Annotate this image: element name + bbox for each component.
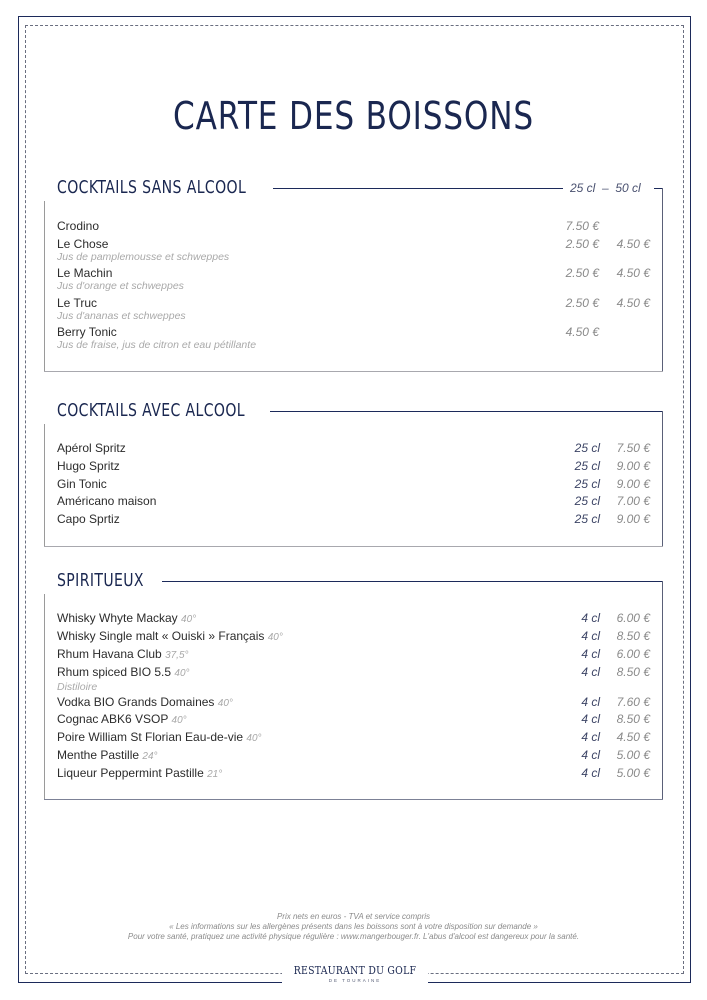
section-bottom-border bbox=[44, 546, 663, 547]
section-top-line bbox=[273, 188, 563, 189]
price-25cl: 4.50 € bbox=[565, 325, 599, 339]
item-name: Whisky Single malt « Ouiski » Français bbox=[57, 629, 265, 643]
item-degree: 40° bbox=[174, 668, 190, 679]
item-name: Poire William St Florian Eau-de-vie bbox=[57, 730, 244, 744]
item-degree: 40° bbox=[217, 698, 233, 709]
item-degree: 40° bbox=[246, 733, 262, 744]
item-volume: 25 cl bbox=[574, 512, 600, 526]
menu-item bbox=[57, 494, 653, 508]
item-price: 5.00 € bbox=[616, 748, 650, 762]
item-name: Berry Tonic bbox=[57, 325, 117, 339]
item-name: Le Truc bbox=[57, 296, 98, 310]
section-left-border bbox=[44, 201, 45, 372]
item-price: 6.00 € bbox=[616, 647, 650, 661]
item-degree: 40° bbox=[181, 614, 197, 625]
item-description: Distiloire bbox=[57, 681, 98, 693]
price-50cl: 4.50 € bbox=[616, 266, 650, 280]
section-right-border bbox=[662, 581, 663, 800]
item-volume: 4 cl bbox=[581, 611, 600, 625]
item-price: 8.50 € bbox=[616, 665, 650, 679]
item-volume: 25 cl bbox=[574, 459, 600, 473]
section-right-border bbox=[662, 188, 663, 372]
item-degree: 40° bbox=[267, 632, 283, 643]
item-name: Capo Sprtiz bbox=[57, 512, 120, 526]
menu-item bbox=[57, 629, 653, 645]
menu-item bbox=[57, 695, 653, 711]
item-name: Gin Tonic bbox=[57, 477, 107, 491]
price-25cl: 2.50 € bbox=[565, 266, 599, 280]
menu-item bbox=[57, 730, 653, 746]
price-25cl: 2.50 € bbox=[565, 237, 599, 251]
section-heading: COCKTAILS AVEC ALCOOL bbox=[57, 400, 246, 421]
menu-item bbox=[57, 611, 653, 627]
item-volume: 25 cl bbox=[574, 477, 600, 491]
item-price: 9.00 € bbox=[616, 477, 650, 491]
price-50cl: 4.50 € bbox=[616, 237, 650, 251]
item-volume: 25 cl bbox=[574, 441, 600, 455]
item-volume: 4 cl bbox=[581, 665, 600, 679]
size-column-header: 25 cl – 50 cl bbox=[570, 181, 641, 195]
menu-item bbox=[57, 266, 653, 292]
item-volume: 4 cl bbox=[581, 730, 600, 744]
item-price: 6.00 € bbox=[616, 611, 650, 625]
section-right-border bbox=[662, 411, 663, 547]
item-price: 9.00 € bbox=[616, 459, 650, 473]
item-price: 4.50 € bbox=[616, 730, 650, 744]
section-left-border bbox=[44, 424, 45, 547]
section-top-line bbox=[270, 411, 663, 412]
item-volume: 4 cl bbox=[581, 712, 600, 726]
menu-item bbox=[57, 512, 653, 526]
menu-item bbox=[57, 766, 653, 782]
menu-item bbox=[57, 296, 653, 322]
section-heading: SPIRITUEUX bbox=[57, 570, 144, 591]
item-name: Le Machin bbox=[57, 266, 113, 280]
item-degree: 40° bbox=[171, 715, 187, 726]
menu-item bbox=[57, 665, 653, 693]
menu-item bbox=[57, 325, 653, 351]
item-volume: 4 cl bbox=[581, 766, 600, 780]
section-bottom-border bbox=[44, 799, 663, 800]
item-price: 8.50 € bbox=[616, 629, 650, 643]
section-bottom-border bbox=[44, 371, 663, 372]
restaurant-logo: RESTAURANT DU GOLF bbox=[293, 964, 417, 977]
item-name: Hugo Spritz bbox=[57, 459, 120, 473]
item-name: Apérol Spritz bbox=[57, 441, 126, 455]
item-price: 9.00 € bbox=[616, 512, 650, 526]
menu-item bbox=[57, 219, 653, 233]
page-title: CARTE DES BOISSONS bbox=[173, 94, 534, 138]
item-name: Américano maison bbox=[57, 494, 157, 508]
item-name: Menthe Pastille bbox=[57, 748, 140, 762]
item-volume: 25 cl bbox=[574, 494, 600, 508]
item-name: Cognac ABK6 VSOP bbox=[57, 712, 169, 726]
restaurant-logo-subtitle: DE TOURAINE bbox=[328, 978, 382, 983]
item-description: Jus d'orange et schweppes bbox=[57, 280, 184, 292]
footer-health-note: Pour votre santé, pratiquez une activité physique régulière : www.mangerbouger.fr. L'abus d'alcool est dangereux pour la santé. bbox=[127, 932, 580, 941]
section-left-border bbox=[44, 594, 45, 800]
price-50cl: 4.50 € bbox=[616, 296, 650, 310]
menu-item bbox=[57, 459, 653, 473]
item-degree: 24° bbox=[142, 751, 158, 762]
item-volume: 4 cl bbox=[581, 748, 600, 762]
price-25cl: 2.50 € bbox=[565, 296, 599, 310]
menu-item bbox=[57, 712, 653, 728]
item-price: 7.60 € bbox=[616, 695, 650, 709]
item-volume: 4 cl bbox=[581, 695, 600, 709]
section-top-line bbox=[162, 581, 663, 582]
section-heading: COCKTAILS SANS ALCOOL bbox=[57, 177, 247, 198]
item-name: Rhum Havana Club bbox=[57, 647, 162, 661]
menu-item bbox=[57, 477, 653, 491]
item-description: Jus de pamplemousse et schweppes bbox=[57, 251, 230, 263]
menu-item bbox=[57, 748, 653, 764]
item-price: 7.50 € bbox=[616, 441, 650, 455]
item-name: Rhum spiced BIO 5.5 bbox=[57, 665, 172, 679]
footer-allergens-note: « Les informations sur les allergènes présents dans les boissons sont à votre disposition sur demande » bbox=[169, 922, 538, 931]
item-description: Jus de fraise, jus de citron et eau pétillante bbox=[57, 339, 257, 351]
item-price: 5.00 € bbox=[616, 766, 650, 780]
item-volume: 4 cl bbox=[581, 629, 600, 643]
item-name: Whisky Whyte Mackay bbox=[57, 611, 178, 625]
item-price: 7.00 € bbox=[616, 494, 650, 508]
item-degree: 37,5° bbox=[165, 650, 189, 661]
menu-item bbox=[57, 647, 653, 663]
item-degree: 21° bbox=[207, 769, 223, 780]
item-description: Jus d'ananas et schweppes bbox=[57, 310, 186, 322]
menu-item bbox=[57, 441, 653, 455]
item-name: Liqueur Peppermint Pastille bbox=[57, 766, 204, 780]
item-name: Crodino bbox=[57, 219, 100, 233]
footer-prices-note: Prix nets en euros - TVA et service compris bbox=[276, 912, 431, 921]
item-name: Le Chose bbox=[57, 237, 109, 251]
menu-item bbox=[57, 237, 653, 263]
price-25cl: 7.50 € bbox=[565, 219, 599, 233]
item-name: Vodka BIO Grands Domaines bbox=[57, 695, 215, 709]
item-price: 8.50 € bbox=[616, 712, 650, 726]
item-volume: 4 cl bbox=[581, 647, 600, 661]
